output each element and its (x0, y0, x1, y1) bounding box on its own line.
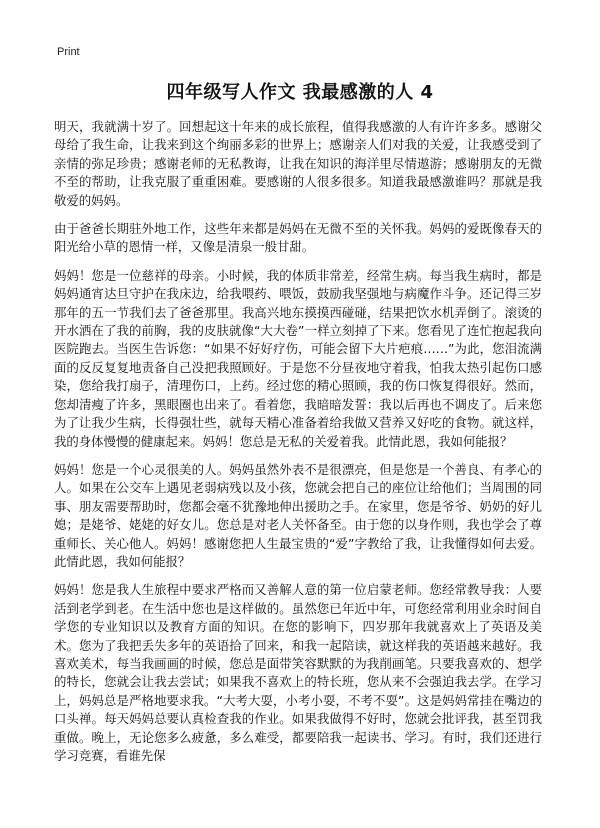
paragraph: 妈妈！您是一位慈祥的母亲。小时候，我的体质非常差，经常生病。每当我生病时，都是妈妈通宵达旦守护在我床边，给我喂药、喂饭，鼓励我坚强地与病魔作斗争。还记得三岁那年的五一节我们去了爸爸那里。我高兴地东摸摸西碰碰，结果把饮水机弄倒了。滚烫的开水洒在了我的前胸，我的皮肤就像“大大卷”一样立刻掉了下来。您看见了连忙抱起我向医院跑去。当医生告诉您：“如果不好好疗伤，可能会留下大片疤痕……”为此，您泪流满面的反反复复地责备自己没把我照顾好。于是您不分昼夜地守着我，怕我太热引起伤口感染，您给我打扇子，清理伤口，上药。经过您的精心照顾，我的伤口恢复得很好。然而，您却清瘦了许多，黑眼圈也出来了。看着您，我暗暗发誓：我以后再也不调皮了。后来您为了让我少生病，长得强壮些，就每天精心准备着给我做又营养又好吃的食物。就这样，我的身体慢慢的健康起来。妈妈！您总是无私的关爱着我。此情此恩，我如何能报？ (54, 267, 542, 449)
page-title: 四年级写人作文 我最感激的人 4 (166, 82, 434, 103)
paragraph: 妈妈！您是我人生旅程中要求严格而又善解人意的第一位启蒙老师。您经常教导我：人要活到老学到老。在生活中您也是这样做的。虽然您已年近中年，可您经常利用业余时间自学您的专业知识以及教育方面的知识。在您的影响下，四岁那年我就喜欢上了英语及美术。您为了我把丢失多年的英语拾了回来，和我一起陪读，就这样我的英语越来越好。我喜欢美术，每当我画画的时候，您总是面带笑容默默的为我削画笔。只要我喜欢的、想学的特长，您就会让我去尝试；如果我不喜欢上的特长班，您从来不会强迫我去学。在学习上，妈妈总是严格地要求我。“大考大耍，小考小耍，不考不耍”。这是妈妈常挂在嘴边的口头禅。每天妈妈总要认真检查我的作业。如果我做得不好时，您就会批评我，甚至罚我重做。晚上，无论您多么疲惫，多么难受，都要陪我一起读书、学习。有时，我们还进行学习竞赛，看谁先保 (54, 582, 542, 763)
article-body (54, 118, 542, 775)
paragraph: 由于爸爸长期驻外地工作，这些年来都是妈妈在无微不至的关怀我。妈妈的爱既像春天的阳光给小草的恩情一样，又像是清泉一般甘甜。 (54, 221, 542, 255)
print-link[interactable]: Print (57, 46, 80, 58)
paragraph: 明天，我就满十岁了。回想起这十年来的成长旅程，值得我感激的人有许许多多。感谢父母给了我生命，让我来到这个绚丽多彩的世界上；感谢亲人们对我的关爱，让我感受到了亲情的弥足珍贵；感谢老师的无私教诲，让我在知识的海洋里尽情遨游；感谢朋友的无微不至的帮助，让我克服了重重困难。要感谢的人很多很多。知道我最感激谁吗？那就是我敬爱的妈妈。 (54, 119, 542, 208)
paragraph: 妈妈！您是一个心灵很美的人。妈妈虽然外表不是很漂亮，但是您是一个善良、有孝心的人。如果在公交车上遇见老弱病残以及小孩，您就会把自己的座位让给他们；当周围的同事、朋友需要帮助时，您都会毫不犹豫地伸出援助之手。在家里，您是爷爷、奶奶的好儿媳；是姥爷、姥姥的好女儿。您总是对老人关怀备至。由于您的以身作则，我也学会了尊重师长、关心他人。妈妈！感谢您把人生最宝贵的“爱”字教给了我，让我懂得如何去爱。此情此恩，我如何能报？ (54, 461, 542, 569)
